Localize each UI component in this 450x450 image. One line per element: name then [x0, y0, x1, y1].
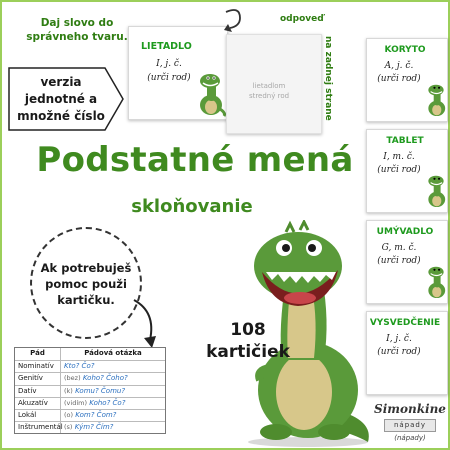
help-line3: kartičku. — [57, 293, 115, 307]
help-line2: pomoc použi — [45, 277, 127, 291]
word-card-tablet — [366, 129, 448, 213]
word-card-koryto — [366, 38, 448, 122]
flip-arrow-icon — [220, 6, 248, 34]
brand-logo — [374, 400, 446, 446]
card-hint: (urči rod) — [377, 347, 421, 357]
version-note-line3: množné číslo — [17, 109, 105, 123]
header-case: Pád — [15, 348, 61, 360]
case-question — [61, 410, 165, 421]
card-word: VYSVEDČENIE — [369, 318, 441, 328]
header-question: Pádová otázka — [84, 349, 142, 357]
answer-label: odpoveď — [280, 14, 324, 24]
table-row — [15, 385, 165, 397]
logo-middle: nápady — [384, 419, 436, 432]
sample-card-back — [226, 34, 322, 134]
case-name: Genitív — [15, 373, 61, 384]
word-card-umyvadlo — [366, 220, 448, 304]
card-word: KORYTO — [384, 45, 426, 55]
help-line1: Ak potrebuješ — [40, 261, 132, 275]
case-name: Nominatív — [15, 361, 61, 372]
back-side-label: na zadnej strane — [323, 36, 333, 121]
table-row — [15, 421, 165, 433]
card-grammar: G, m. č. — [381, 243, 417, 253]
card-hint: (urči rod) — [377, 74, 421, 84]
card-grammar: I, j. č. — [156, 59, 182, 69]
page-title: Podstatné mená — [36, 140, 354, 180]
version-note-line1: verzia — [40, 75, 82, 89]
version-note — [13, 74, 109, 125]
help-text — [36, 260, 136, 308]
sample-card-front — [128, 26, 228, 120]
card-hint: (urči rod) — [377, 165, 421, 175]
table-row — [15, 409, 165, 421]
case-prefix: (s) — [64, 423, 73, 432]
back-card-text — [239, 81, 299, 101]
card-word: LIETADLO — [141, 41, 192, 52]
card-count-label: kartičiek — [206, 342, 290, 362]
version-note-line2: jednotné a — [24, 92, 98, 106]
case-question — [61, 422, 165, 433]
case-question — [61, 398, 165, 409]
page-subtitle: skloňovanie — [131, 196, 253, 217]
logo-sub: (nápady) — [394, 434, 426, 442]
case-prefix: (o) — [64, 410, 74, 419]
case-name: Lokál — [15, 410, 61, 421]
case-q: Kto? Čo? — [64, 362, 95, 371]
table-header — [15, 348, 165, 360]
dinosaur-icon — [423, 81, 449, 119]
case-q: Komu? Čomu? — [75, 386, 126, 395]
card-hint: (urči rod) — [147, 73, 191, 83]
instruction-text: Daj slovo do správneho tvaru. — [26, 17, 128, 43]
card-word: UMÝVADLO — [376, 227, 434, 237]
version-arrow-badge — [7, 66, 125, 132]
back-card-line1: lietadlom — [252, 82, 286, 90]
case-question — [61, 386, 165, 397]
case-question — [61, 361, 165, 372]
dinosaur-icon — [193, 71, 227, 117]
case-q: Koho? Čoho? — [82, 374, 128, 383]
case-prefix: (vidím) — [64, 398, 87, 407]
case-q: Koho? Čo? — [89, 398, 126, 407]
card-grammar: A, j. č. — [384, 61, 414, 71]
dinosaur-icon — [423, 263, 449, 301]
case-q: Kom? Čom? — [75, 410, 117, 419]
card-hint: (urči rod) — [377, 256, 421, 266]
case-prefix: (bez) — [64, 374, 81, 383]
table-row — [15, 360, 165, 372]
dinosaur-icon — [423, 172, 449, 210]
table-row — [15, 372, 165, 384]
case-table — [14, 347, 166, 434]
case-name: Inštrumentál — [15, 422, 61, 433]
card-word: TABLET — [386, 136, 424, 146]
case-name: Datív — [15, 386, 61, 397]
card-grammar: I, j. č. — [386, 334, 412, 344]
back-card-line2: stredný rod — [248, 92, 290, 100]
word-card-vysvedcenie — [366, 311, 448, 395]
logo-name: Simonkine — [374, 402, 446, 416]
card-grammar: I, m. č. — [383, 152, 415, 162]
case-name: Akuzatív — [15, 398, 61, 409]
table-row — [15, 397, 165, 409]
case-question — [61, 373, 165, 384]
card-count-number: 108 — [230, 320, 266, 340]
case-prefix: (k) — [64, 386, 73, 395]
case-q: Kým? Čím? — [74, 423, 114, 432]
help-arrow-icon — [130, 298, 160, 350]
